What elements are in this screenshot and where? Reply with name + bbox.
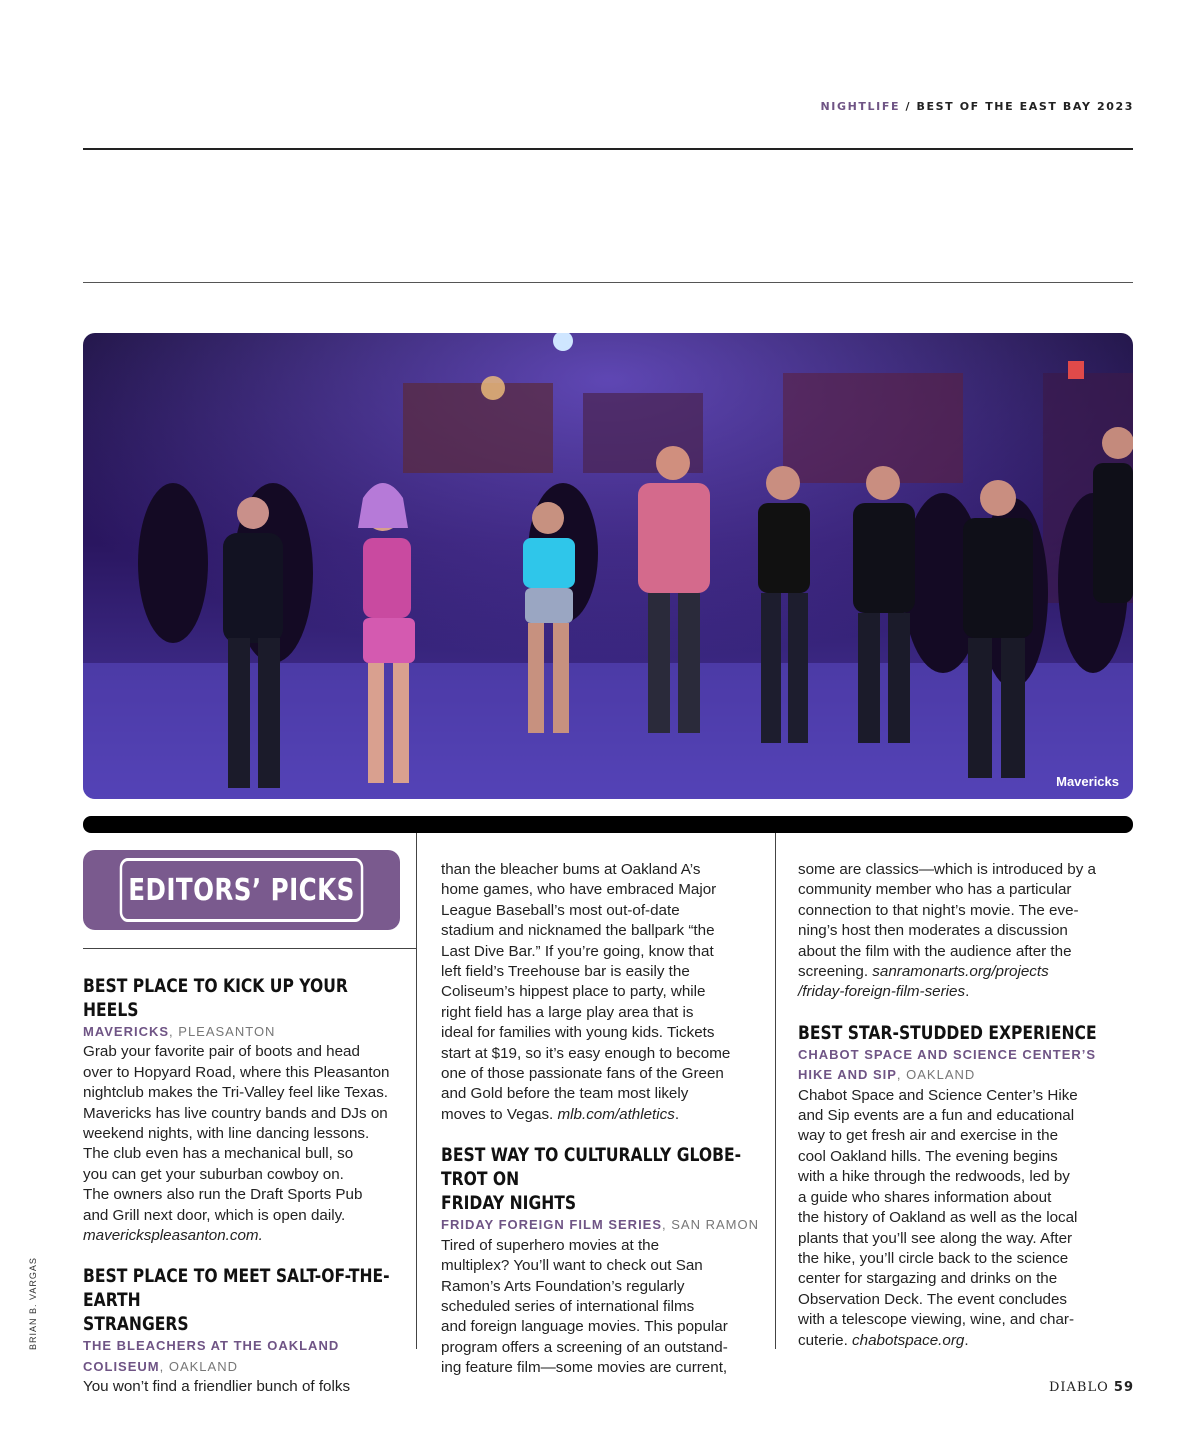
body-line: Coliseum’s hippest place to party, while [441, 983, 706, 1001]
body-line: Tired of superhero movies at the [441, 1236, 660, 1254]
article-url: chabotspace.org [852, 1331, 965, 1349]
body-line: Chabot Space and Science Center’s Hike [798, 1086, 1078, 1104]
article-location [441, 1215, 763, 1235]
article-headline: BEST STAR-STUDDED EXPERIENCE [798, 1021, 1097, 1044]
venue-name: FRIDAY FOREIGN FILM SERIES [441, 1217, 663, 1233]
body-line: ing feature film—some movies are current, [441, 1359, 728, 1377]
body-line: Observation Deck. The event concludes [798, 1290, 1068, 1308]
body-line: weekend nights, with line dancing lessons. [83, 1125, 370, 1143]
header-separator: / [900, 100, 917, 113]
body-line: cool Oakland hills. The evening begins [798, 1147, 1058, 1165]
photo-caption: Mavericks [1056, 774, 1119, 789]
body-line: a guide who shares information about [798, 1188, 1052, 1206]
column-3 [798, 860, 1120, 1351]
body-line: and Sip events are a fun and educational [798, 1107, 1075, 1125]
city-name: , OAKLAND [159, 1358, 238, 1374]
article-headline: FRIDAY NIGHTS [441, 1192, 577, 1215]
body-line: with a hike through the redwoods, led by [798, 1168, 1070, 1186]
body-line: community member who has a particular [798, 881, 1072, 899]
body-line: and Grill next door, which is open daily. [83, 1206, 346, 1224]
article-location [83, 1336, 405, 1356]
body-line: one of those passionate fans of the Green [441, 1065, 724, 1083]
body-line: home games, who have embraced Major [441, 881, 717, 899]
mid-rule [83, 282, 1133, 283]
running-header [820, 100, 1134, 113]
body-line: scheduled series of international films [441, 1297, 695, 1315]
body-line [441, 1105, 763, 1125]
body-line: you can get your suburban cowboy on. [83, 1165, 344, 1183]
page-number: 59 [1113, 1380, 1134, 1395]
venue-name: MAVERICKS [83, 1024, 170, 1039]
body-line: left field’s Treehouse bar is easily the [441, 963, 690, 981]
article-headline: BEST PLACE TO KICK UP YOUR HEELS [83, 975, 348, 1021]
venue-name: COLISEUM [83, 1358, 160, 1374]
magazine-name: DIABLO [1048, 1380, 1109, 1395]
body-line: Last Dive Bar.” If you’re going, know that [441, 942, 714, 960]
body-line: Grab your favorite pair of boots and head [83, 1043, 360, 1061]
divider-bar [83, 816, 1133, 833]
body-line: with a telescope viewing, wine, and char- [798, 1311, 1075, 1329]
venue-name: HIKE AND SIP [798, 1067, 897, 1083]
body-line: plants that you’ll see along the way. After [798, 1229, 1073, 1247]
body-line: about the film with the audience after the [798, 942, 1072, 960]
article-location [798, 1045, 1120, 1065]
body-text: . [674, 1105, 680, 1123]
article-url: maverickspleasanton.com. [83, 1227, 263, 1245]
body-line: The owners also run the Draft Sports Pub [83, 1186, 363, 1204]
column-1 [83, 974, 405, 1398]
badge-rule [83, 948, 417, 949]
nightclub-photo [83, 333, 1133, 799]
body-line: over to Hopyard Road, where this Pleasanton [83, 1063, 390, 1081]
article-headline: BEST PLACE TO MEET SALT-OF-THE-EARTH [83, 1265, 390, 1312]
body-line: League Baseball’s most out-of-date [441, 901, 680, 919]
body-text: screening. [798, 963, 873, 981]
body-line: You won’t find a friendlier bunch of folks [83, 1378, 351, 1396]
header-title: BEST OF THE EAST BAY 2023 [916, 100, 1134, 113]
badge-label: EDITORS’ PICKS [120, 858, 364, 922]
body-line: than the bleacher bums at Oakland A’s [441, 861, 701, 878]
body-line: multiplex? You’ll want to check out San [441, 1257, 703, 1275]
body-line: right field has a large play area that is [441, 1003, 694, 1021]
article-url: mlb.com/athletics [557, 1105, 675, 1123]
editors-picks-badge [83, 850, 400, 930]
city-name: , SAN RAMON [662, 1217, 759, 1233]
top-rule [83, 148, 1133, 150]
column-2 [441, 860, 763, 1379]
body-line: center for stargazing and drinks on the [798, 1270, 1058, 1288]
article-headline: BEST WAY TO CULTURALLY GLOBE-TROT ON [441, 1144, 742, 1191]
body-line: and Gold before the team most likely [441, 1085, 689, 1103]
body-line: The club even has a mechanical bull, so [83, 1145, 354, 1163]
body-line [798, 1331, 1120, 1351]
city-name: , OAKLAND [896, 1067, 976, 1083]
body-text: cuterie. [798, 1331, 853, 1349]
body-text: moves to Vegas. [441, 1105, 558, 1123]
body-line [798, 982, 1120, 1002]
body-line: start at $19, so it’s easy enough to become [441, 1044, 731, 1062]
photo-credit: BRIAN B. VARGAS [28, 1257, 38, 1350]
body-line: ideal for families with young kids. Tickets [441, 1024, 715, 1042]
body-line: Mavericks has live country bands and DJs on [83, 1104, 388, 1122]
body-line: nightclub makes the Tri-Valley feel like Texas. [83, 1084, 389, 1102]
body-line: connection to that night’s movie. The eve- [798, 901, 1079, 919]
dance-floor-illustration [83, 333, 1133, 799]
column-rule-2 [775, 833, 776, 1349]
article-location [83, 1357, 405, 1377]
body-line: some are classics—which is introduced by a [798, 861, 1096, 878]
article-url: /friday-foreign-film-series [798, 983, 966, 1001]
body-text: . [965, 983, 970, 1001]
body-line: way to get fresh air and exercise in the [798, 1127, 1059, 1145]
page-folio [1049, 1380, 1134, 1395]
article-url: sanramonarts.org/projects [872, 963, 1049, 981]
city-name: , PLEASANTON [169, 1024, 276, 1039]
venue-name: CHABOT SPACE AND SCIENCE CENTER’S [798, 1046, 1097, 1062]
section-label: NIGHTLIFE [820, 100, 901, 113]
body-line: program offers a screening of an outstand- [441, 1338, 728, 1356]
body-line: Ramon’s Arts Foundation’s regularly [441, 1277, 685, 1295]
body-text: . [964, 1331, 969, 1349]
body-line [798, 962, 1120, 982]
article-location [83, 1022, 405, 1042]
body-line: stadium and nicknamed the ballpark “the [441, 922, 715, 940]
venue-name: THE BLEACHERS AT THE OAKLAND [83, 1338, 340, 1354]
article-location [798, 1065, 1120, 1085]
body-line: ning’s host then moderates a discussion [798, 922, 1068, 940]
body-line: and foreign language movies. This popular [441, 1318, 728, 1336]
body-line: the history of Oakland as well as the local [798, 1209, 1078, 1227]
article-headline: STRANGERS [83, 1313, 189, 1336]
body-line: the hike, you’ll circle back to the science [798, 1249, 1069, 1267]
column-rule-1 [416, 833, 417, 1349]
